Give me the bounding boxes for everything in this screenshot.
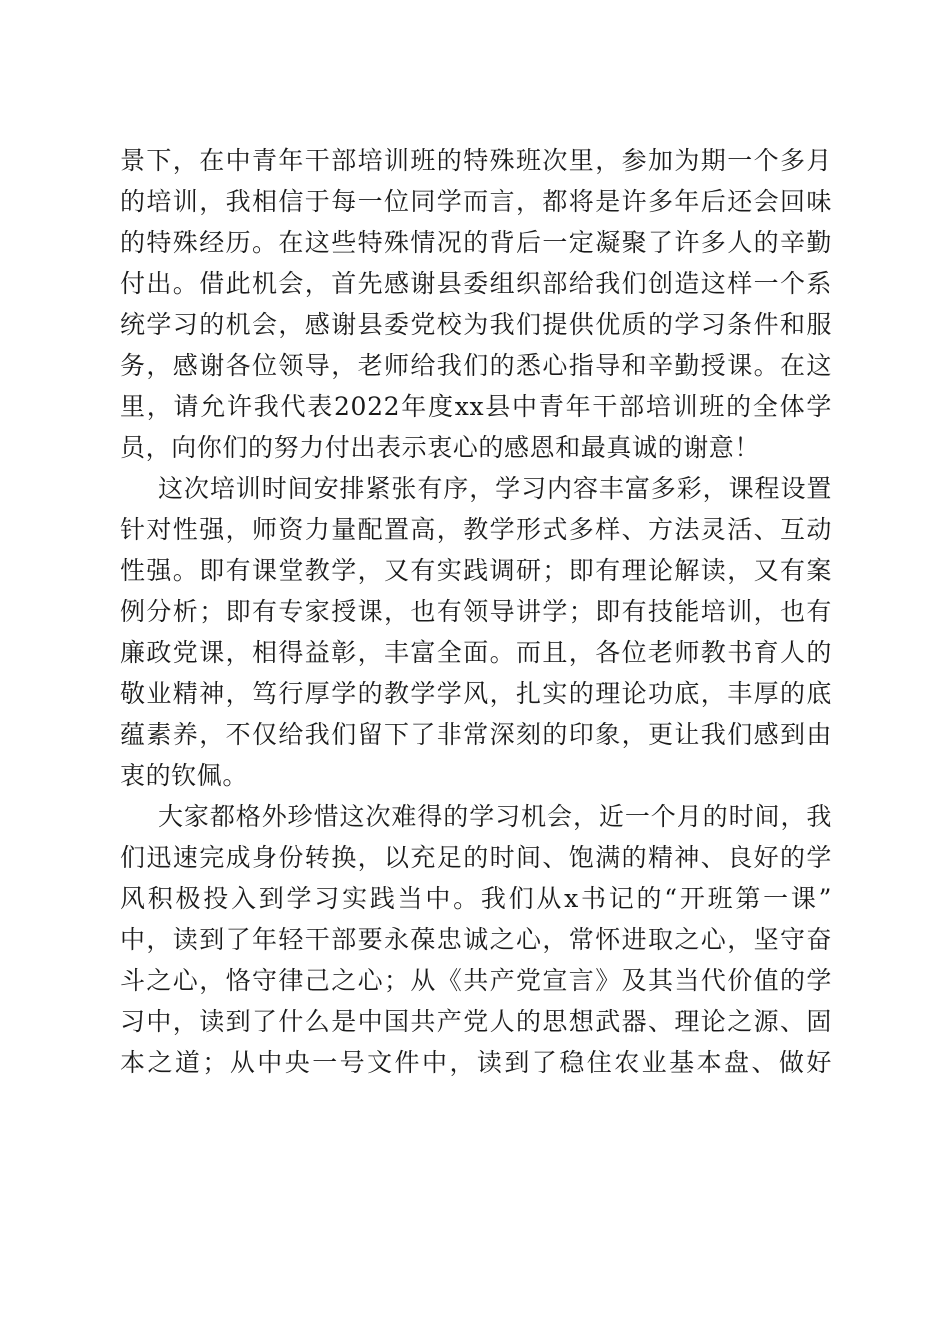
- text-line: 大家都格外珍惜这次难得的学习机会，近一个月的时间，我: [158, 802, 832, 831]
- body-text: [120, 140, 832, 1083]
- paragraph-1: [120, 140, 832, 468]
- text-line: 里，请允许我代表2022年度xx县中青年干部培训班的全体学: [120, 392, 832, 421]
- text-line: 衷的钦佩。: [120, 761, 249, 790]
- text-line: 本之道；从中央一号文件中，读到了稳住农业基本盘、做好: [120, 1048, 832, 1077]
- text-line: 统学习的机会，感谢县委党校为我们提供优质的学习条件和服: [120, 310, 832, 339]
- text-line: 们迅速完成身份转换，以充足的时间、饱满的精神、良好的学: [120, 843, 832, 872]
- text-line: 的培训，我相信于每一位同学而言，都将是许多年后还会回味: [120, 187, 832, 216]
- text-line: 斗之心，恪守律己之心；从《共产党宣言》及其当代价值的学: [120, 966, 832, 995]
- text-line: 廉政党课，相得益彰，丰富全面。而且，各位老师教书育人的: [120, 638, 832, 667]
- text-line: 例分析；即有专家授课，也有领导讲学；即有技能培训，也有: [120, 597, 832, 626]
- text-line: 的特殊经历。在这些特殊情况的背后一定凝聚了许多人的辛勤: [120, 228, 832, 257]
- paragraph-3: [120, 796, 832, 1083]
- text-line: 付出。借此机会，首先感谢县委组织部给我们创造这样一个系: [120, 269, 832, 298]
- text-line: 性强。即有课堂教学，又有实践调研；即有理论解读，又有案: [120, 556, 832, 585]
- text-line: 习中，读到了什么是中国共产党人的思想武器、理论之源、固: [120, 1007, 832, 1036]
- text-line: 景下，在中青年干部培训班的特殊班次里，参加为期一个多月: [120, 146, 832, 175]
- paragraph-2: [120, 468, 832, 796]
- text-line: 敬业精神，笃行厚学的教学学风，扎实的理论功底，丰厚的底: [120, 679, 832, 708]
- text-line: 中，读到了年轻干部要永葆忠诚之心，常怀进取之心，坚守奋: [120, 925, 832, 954]
- text-line: 员，向你们的努力付出表示衷心的感恩和最真诚的谢意！: [120, 433, 761, 462]
- text-line: 蕴素养，不仅给我们留下了非常深刻的印象，更让我们感到由: [120, 720, 832, 749]
- text-line: 风积极投入到学习实践当中。我们从x书记的“开班第一课”: [120, 884, 832, 913]
- text-line: 针对性强，师资力量配置高，教学形式多样、方法灵活、互动: [120, 515, 832, 544]
- text-line: 这次培训时间安排紧张有序，学习内容丰富多彩，课程设置: [158, 474, 832, 503]
- text-line: 务，感谢各位领导，老师给我们的悉心指导和辛勤授课。在这: [120, 351, 832, 380]
